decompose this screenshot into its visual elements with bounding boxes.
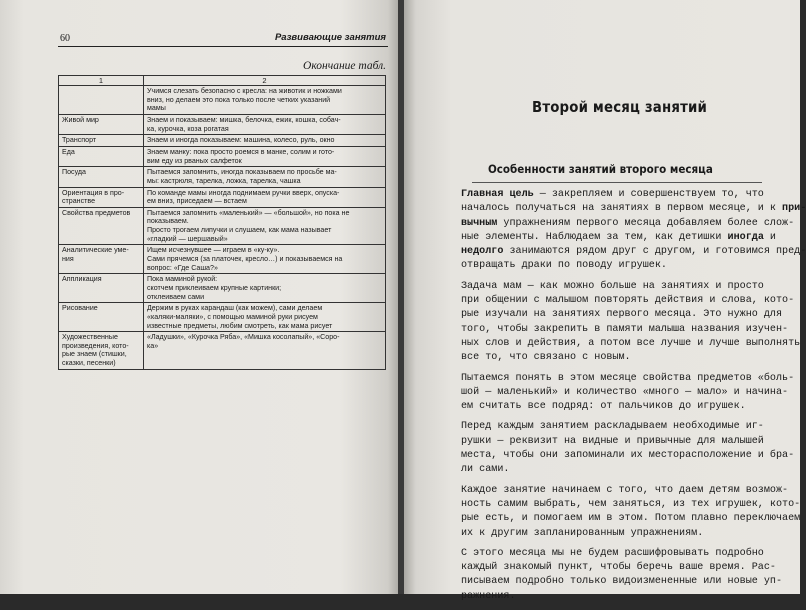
- cell-line: Аналитические уме-: [62, 246, 129, 255]
- text-line: ем считать все подряд: от пальчиков до игрушек.: [461, 401, 746, 413]
- table-cell-topic: [59, 207, 144, 245]
- text-line: вычным упражнениям первого месяца добавляем более слож-: [461, 217, 795, 229]
- table-row: [59, 115, 386, 135]
- table-cell-topic: [59, 187, 144, 207]
- table-cell-topic: [59, 146, 144, 166]
- chapter-title: Второй месяц занятий: [532, 98, 708, 116]
- right-page: [404, 0, 806, 602]
- cell-line: Сами прячемся (за платочек, кресло…) и показываемся на: [147, 255, 343, 264]
- table-cell-description: [144, 245, 386, 274]
- section-subtitle: Особенности занятий второго месяца: [488, 162, 713, 176]
- cell-line: Знаем и показываем: мишка, белочка, ежик, кошка, собач-: [147, 116, 341, 125]
- table-row: [59, 303, 386, 332]
- cell-line: «каляки-маляки», с помощью маминой руки рисуем: [147, 312, 318, 321]
- cell-line: Знаем и иногда показываем: машина, колесо, руль, окно: [147, 136, 335, 145]
- text-line: их к другим запланированным упражнениям.: [461, 527, 704, 539]
- cell-line: «гладкий — шершавый»: [147, 234, 228, 243]
- body-paragraph: [443, 188, 806, 274]
- table-cell-description: [144, 115, 386, 135]
- cell-line: Пытаемся запомнить «маленький» — «большой», но пока не: [147, 208, 350, 217]
- table-cell-topic: [59, 167, 144, 187]
- table-cell-description: [144, 167, 386, 187]
- text-line: ность самим выбрать, чем заняться, из тех игрушек, кото-: [461, 498, 801, 510]
- page-header: [58, 32, 388, 47]
- cell-line: произведения, кото-: [62, 341, 129, 350]
- table-cell-topic: [59, 245, 144, 274]
- cell-line: Свойства предметов: [62, 208, 131, 217]
- cell-line: Пытаемся запомнить, иногда показываем по просьбе ма-: [147, 168, 337, 177]
- cell-line: Живой мир: [62, 116, 99, 125]
- table-row: [59, 274, 386, 303]
- table-cell-topic: [59, 86, 144, 115]
- text-line: рые изучали на занятиях первого месяца. Это нужно для: [461, 309, 783, 321]
- cell-line: отклеиваем сами: [147, 292, 205, 301]
- table-row: [59, 187, 386, 207]
- cell-line: ем вниз, приседаем — встаем: [147, 197, 247, 206]
- cell-line: вниз, но делаем это пока только после четких указаний: [147, 95, 331, 104]
- cell-line: вим еду из рваных салфеток: [147, 156, 242, 165]
- table-row: [59, 207, 386, 245]
- text-line: Главная цель — закрепляем и совершенствуем то, что: [461, 189, 764, 200]
- cell-line: Посуда: [62, 168, 86, 177]
- table-cell-topic: [59, 332, 144, 370]
- table-cell-description: [144, 135, 386, 147]
- cell-line: странстве: [62, 197, 96, 206]
- table-cell-description: [144, 207, 386, 245]
- table-cell-description: [144, 332, 386, 370]
- cell-line: скотчем приклеиваем крупные картинки;: [147, 283, 282, 292]
- table-caption: Окончание табл.: [303, 60, 386, 72]
- cell-line: показываем.: [147, 217, 189, 226]
- body-paragraph: [443, 372, 795, 415]
- left-page: [0, 0, 400, 594]
- column-header: 2: [144, 76, 386, 86]
- table-cell-description: [144, 187, 386, 207]
- body-text: [443, 188, 806, 610]
- text-line: началось получаться на занятиях в первом месяце, и к при-: [461, 203, 806, 215]
- cell-line: Рисование: [62, 304, 98, 313]
- text-line: ные элементы. Наблюдаем за тем, как детишки иногда и: [461, 231, 776, 243]
- text-line: писываем подробно только видоизмененные или новые уп-: [461, 576, 783, 588]
- table-row: [59, 146, 386, 166]
- table-row: [59, 86, 386, 115]
- table-cell-topic: [59, 303, 144, 332]
- cell-line: Учимся слезать безопасно с кресла: на животик и ножками: [147, 87, 342, 96]
- body-paragraph: [443, 280, 801, 366]
- running-title: Развивающие занятия: [274, 32, 386, 43]
- table-header-row: [59, 76, 386, 86]
- body-paragraph: [443, 547, 783, 604]
- cell-line: Ориентация в про-: [62, 188, 125, 197]
- cell-line: Аппликация: [62, 275, 102, 284]
- cell-line: По команде мамы иногда поднимаем ручки вверх, опуска-: [147, 188, 340, 197]
- cell-line: мы: кастрюля, тарелка, ложка, тарелка, чашка: [147, 176, 301, 185]
- cell-line: сказки, песенки): [62, 359, 116, 368]
- table-row: [59, 332, 386, 370]
- table-cell-description: [144, 303, 386, 332]
- cell-line: ка, курочка, коза рогатая: [147, 124, 229, 133]
- text-line: места, чтобы они запоминали их месторасположение и бра-: [461, 450, 795, 462]
- table-cell-topic: [59, 135, 144, 147]
- table-row: [59, 245, 386, 274]
- cell-line: ка»: [147, 341, 159, 350]
- cell-line: Знаем манку: пока просто роемся в манке, солим и гото-: [147, 147, 335, 156]
- cell-line: мамы: [147, 104, 166, 113]
- text-line: Задача мам — как можно больше на занятиях и просто: [461, 280, 764, 292]
- cell-line: Транспорт: [62, 136, 97, 145]
- text-line: Каждое занятие начинаем с того, что даем детям возмож-: [461, 484, 789, 496]
- text-line: того, чтобы закрепить в памяти малыша названия изучен-: [461, 323, 789, 335]
- text-line: отвращать драки по поводу игрушек.: [461, 260, 667, 272]
- text-line: шой — маленький» и количество «много — мало» и начина-: [461, 386, 789, 398]
- text-line: ных слов и действия, а потом все лучше и лучше выполнять: [461, 337, 801, 349]
- cell-line: ния: [62, 255, 74, 264]
- cell-line: вопрос: «Где Саша?»: [147, 263, 218, 272]
- table-row: [59, 135, 386, 147]
- text-line: ли сами.: [461, 464, 510, 476]
- subtitle-underline: [472, 182, 762, 183]
- text-line: все то, что связано с новым.: [461, 352, 631, 364]
- text-line: Перед каждым занятием раскладываем необходимые иг-: [461, 421, 764, 433]
- column-header: 1: [59, 76, 144, 86]
- table-cell-description: [144, 86, 386, 115]
- cell-line: Ищем исчезнувшее — играем в «ку-ку».: [147, 246, 280, 255]
- text-line: ражнения.: [461, 590, 516, 602]
- cell-line: Еда: [62, 147, 75, 156]
- page-number: 60: [60, 33, 70, 44]
- text-line: рые есть, и помогаем им в этом. Потом плавно переключаем: [461, 513, 801, 525]
- table-cell-description: [144, 146, 386, 166]
- cell-line: Художественные: [62, 333, 118, 342]
- cell-line: известные предметы, любим смотреть, как мама рисует: [147, 321, 333, 330]
- cell-line: рые знаем (стишки,: [62, 350, 127, 359]
- table-cell-description: [144, 274, 386, 303]
- cell-line: Просто трогаем липучки и слушаем, как мама называет: [147, 226, 332, 235]
- cell-line: [62, 87, 140, 96]
- body-paragraph: [443, 420, 795, 477]
- activities-table: [58, 75, 386, 370]
- text-line: при общении с малышом повторять действия и слова, кото-: [461, 295, 795, 307]
- cell-line: Пока маминой рукой:: [147, 275, 218, 284]
- table-cell-topic: [59, 274, 144, 303]
- table-cell-topic: [59, 115, 144, 135]
- text-line: С этого месяца мы не будем расшифровывать подробно: [461, 547, 764, 559]
- body-paragraph: [443, 484, 801, 541]
- text-line: каждый знакомый пункт, чтобы беречь ваше время. Рас-: [461, 562, 776, 574]
- text-line: Пытаемся понять в этом месяце свойства предметов «боль-: [461, 372, 795, 384]
- text-line: рушки — реквизит на видные и привычные для малышей: [461, 435, 764, 447]
- text-line: недолго занимаются рядом друг с другом, и готовимся пред-: [461, 246, 806, 258]
- cell-line: Держим в руках карандаш (как можем), сами делаем: [147, 304, 323, 313]
- table-row: [59, 167, 386, 187]
- cell-line: «Ладушки», «Курочка Ряба», «Мишка косолапый», «Соро-: [147, 333, 340, 342]
